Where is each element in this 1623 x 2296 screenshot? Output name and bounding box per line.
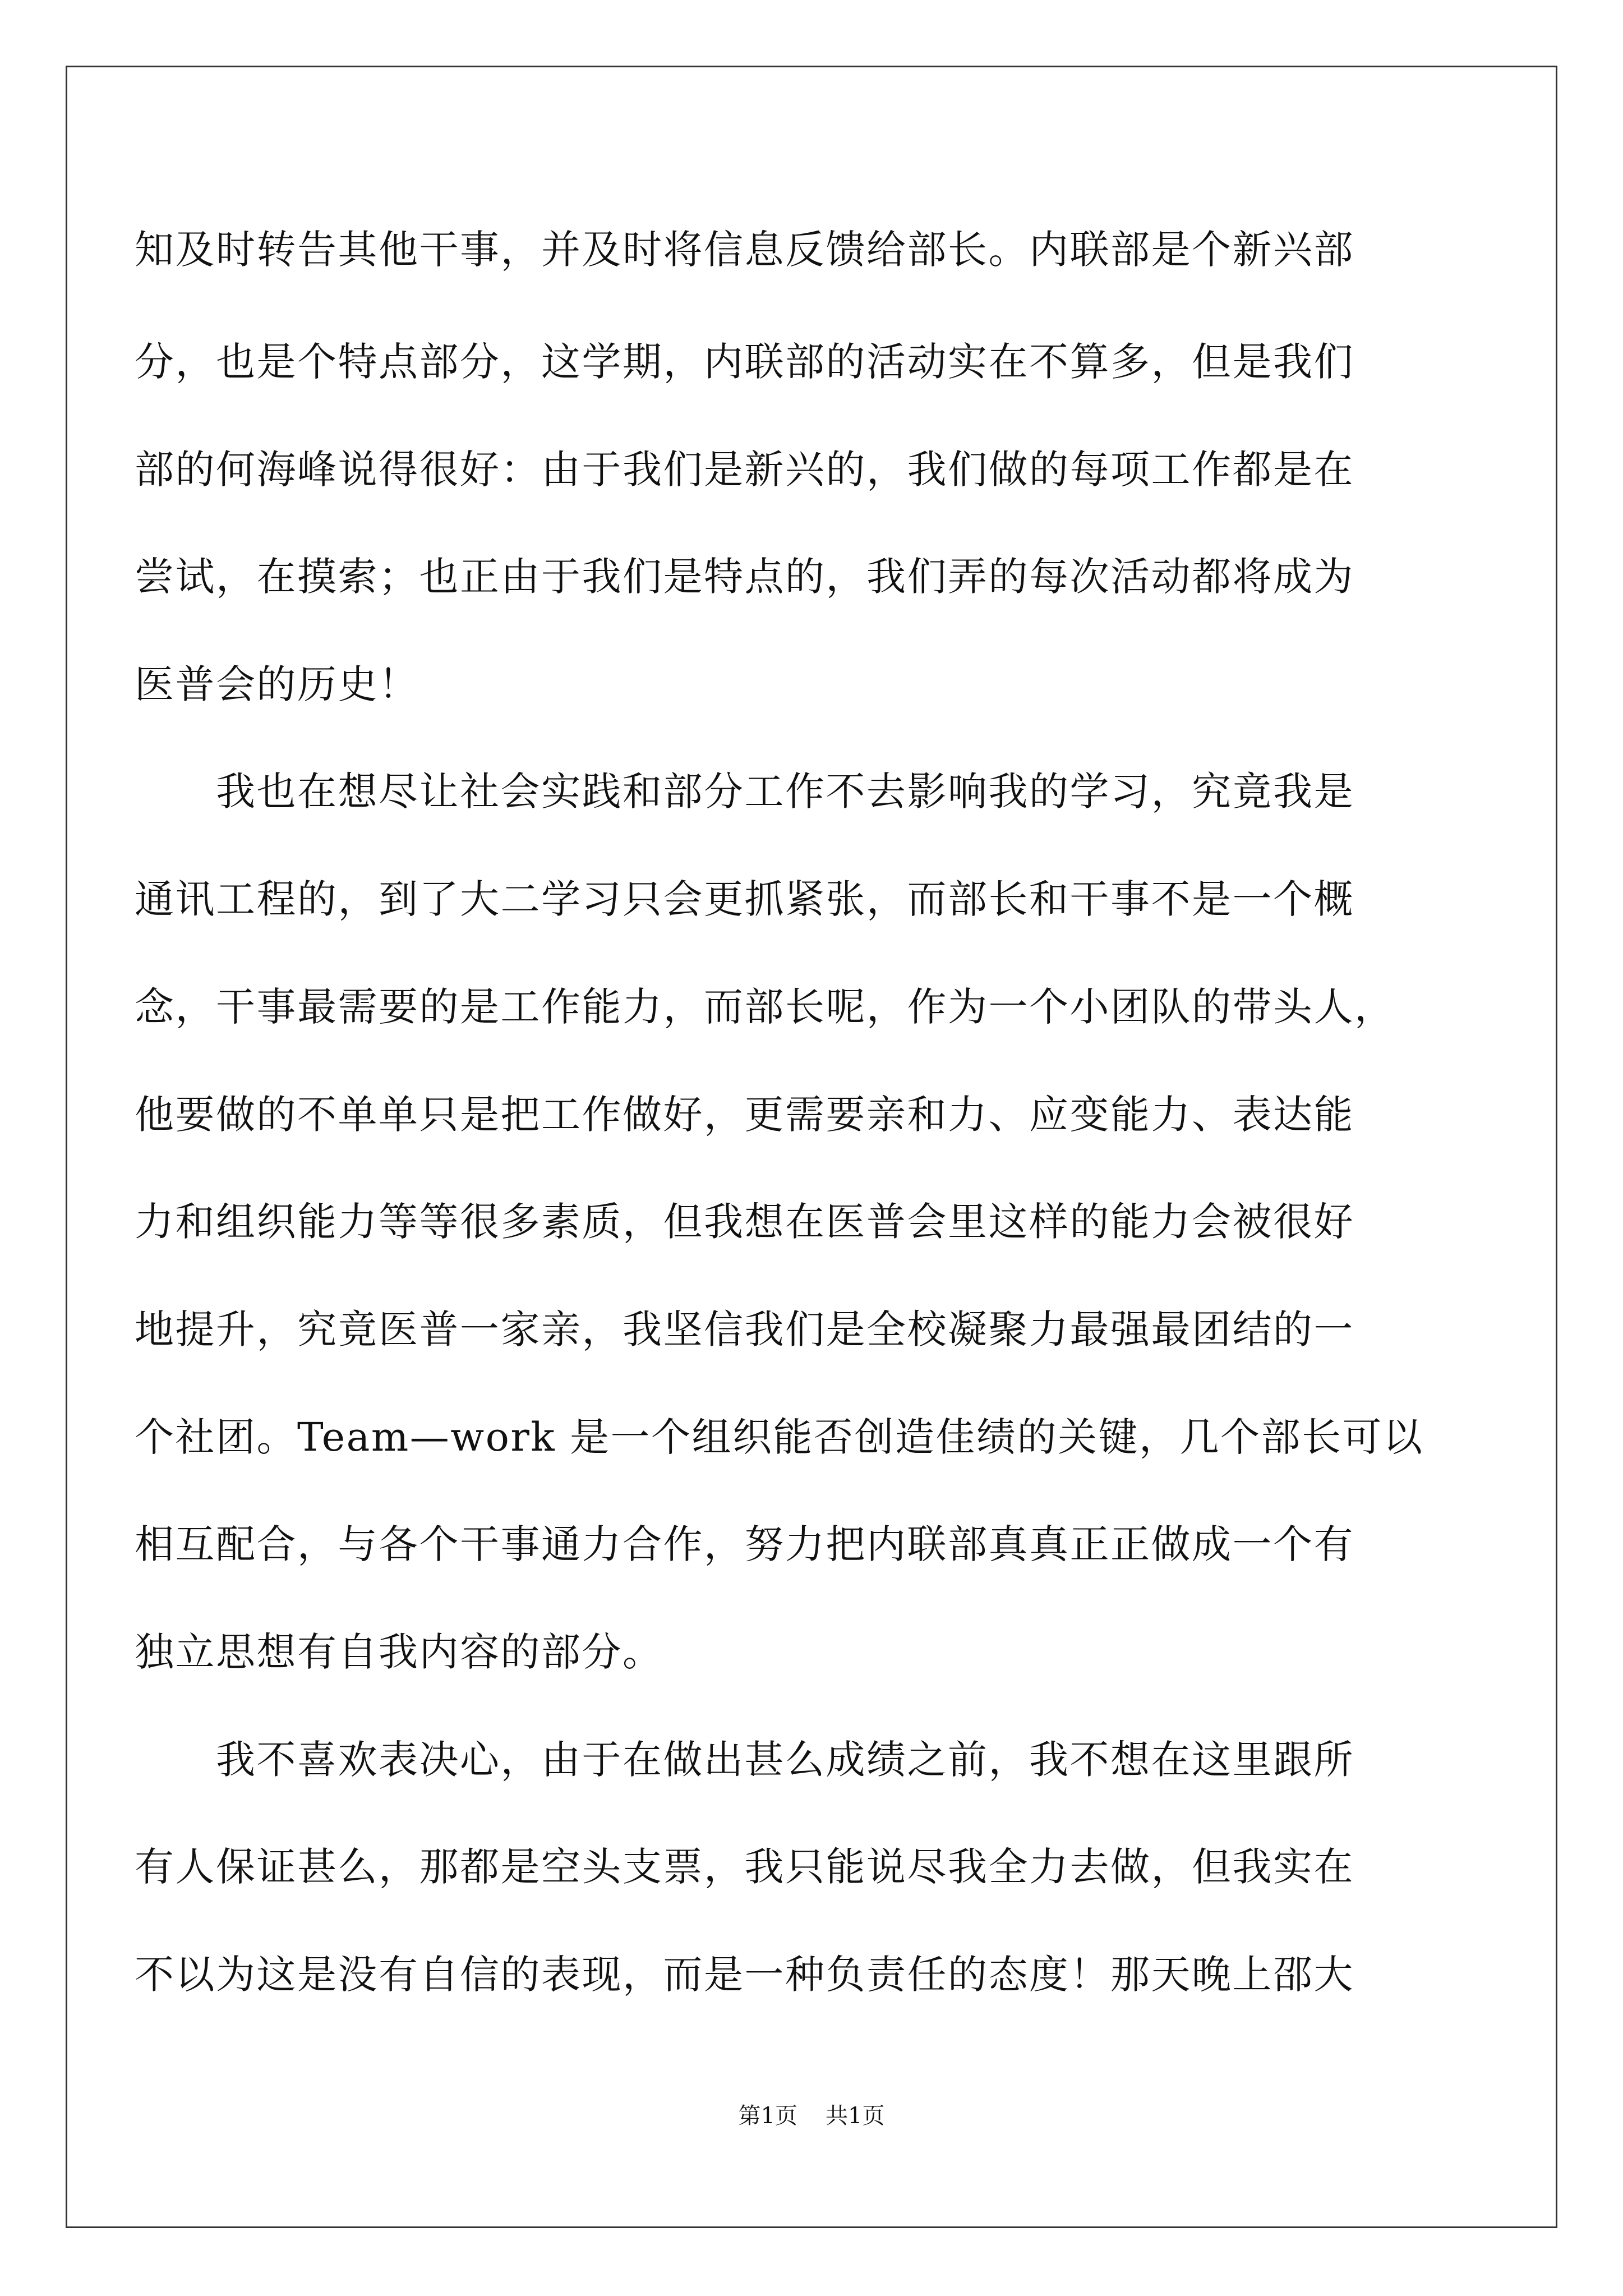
text-line: 念，干事最需要的是工作能力，而部长呢，作为一个小团队的带头人， — [135, 984, 1395, 1030]
text-line: 通讯工程的，到了大二学习只会更抓紧张，而部长和干事不是一个概 — [135, 876, 1354, 922]
text-line: 部的何海峰说得很好：由于我们是新兴的，我们做的每项工作都是在 — [135, 447, 1354, 493]
page-footer — [0, 2100, 1623, 2132]
page-border — [66, 66, 1557, 2228]
text-line: 不以为这是没有自信的表现，而是一种负责任的态度！那天晚上邵大 — [135, 1952, 1354, 1998]
text-line: 尝试，在摸索；也正由于我们是特点的，我们弄的每次活动都将成为 — [135, 554, 1354, 600]
text-line: 他要做的不单单只是把工作做好，更需要亲和力、应变能力、表达能 — [135, 1092, 1354, 1138]
text-line: 个社团。Team—work 是一个组织能否创造佳绩的关键，几个部长可以 — [135, 1414, 1424, 1460]
text-line: 分，也是个特点部分，这学期，内联部的活动实在不算多，但是我们 — [135, 339, 1354, 385]
text-line: 独立思想有自我内容的部分。 — [135, 1629, 663, 1675]
text-line: 有人保证甚么，那都是空头支票，我只能说尽我全力去做，但我实在 — [135, 1844, 1354, 1890]
text-line: 知及时转告其他干事，并及时将信息反馈给部长。内联部是个新兴部 — [135, 227, 1354, 273]
text-line: 相互配合，与各个干事通力合作，努力把内联部真真正正做成一个有 — [135, 1521, 1354, 1567]
text-line: 力和组织能力等等很多素质，但我想在医普会里这样的能力会被很好 — [135, 1199, 1354, 1245]
paragraph-start-line: 我也在想尽让社会实践和部分工作不去影响我的学习，究竟我是 — [216, 769, 1354, 815]
text-line: 地提升，究竟医普一家亲，我坚信我们是全校凝聚力最强最团结的一 — [135, 1306, 1354, 1352]
page-total: 共1页 — [826, 2103, 885, 2129]
paragraph-start-line: 我不喜欢表决心，由于在做出甚么成绩之前，我不想在这里跟所 — [216, 1737, 1354, 1783]
page-number: 第1页 — [738, 2103, 797, 2129]
text-line: 医普会的历史！ — [135, 661, 419, 707]
